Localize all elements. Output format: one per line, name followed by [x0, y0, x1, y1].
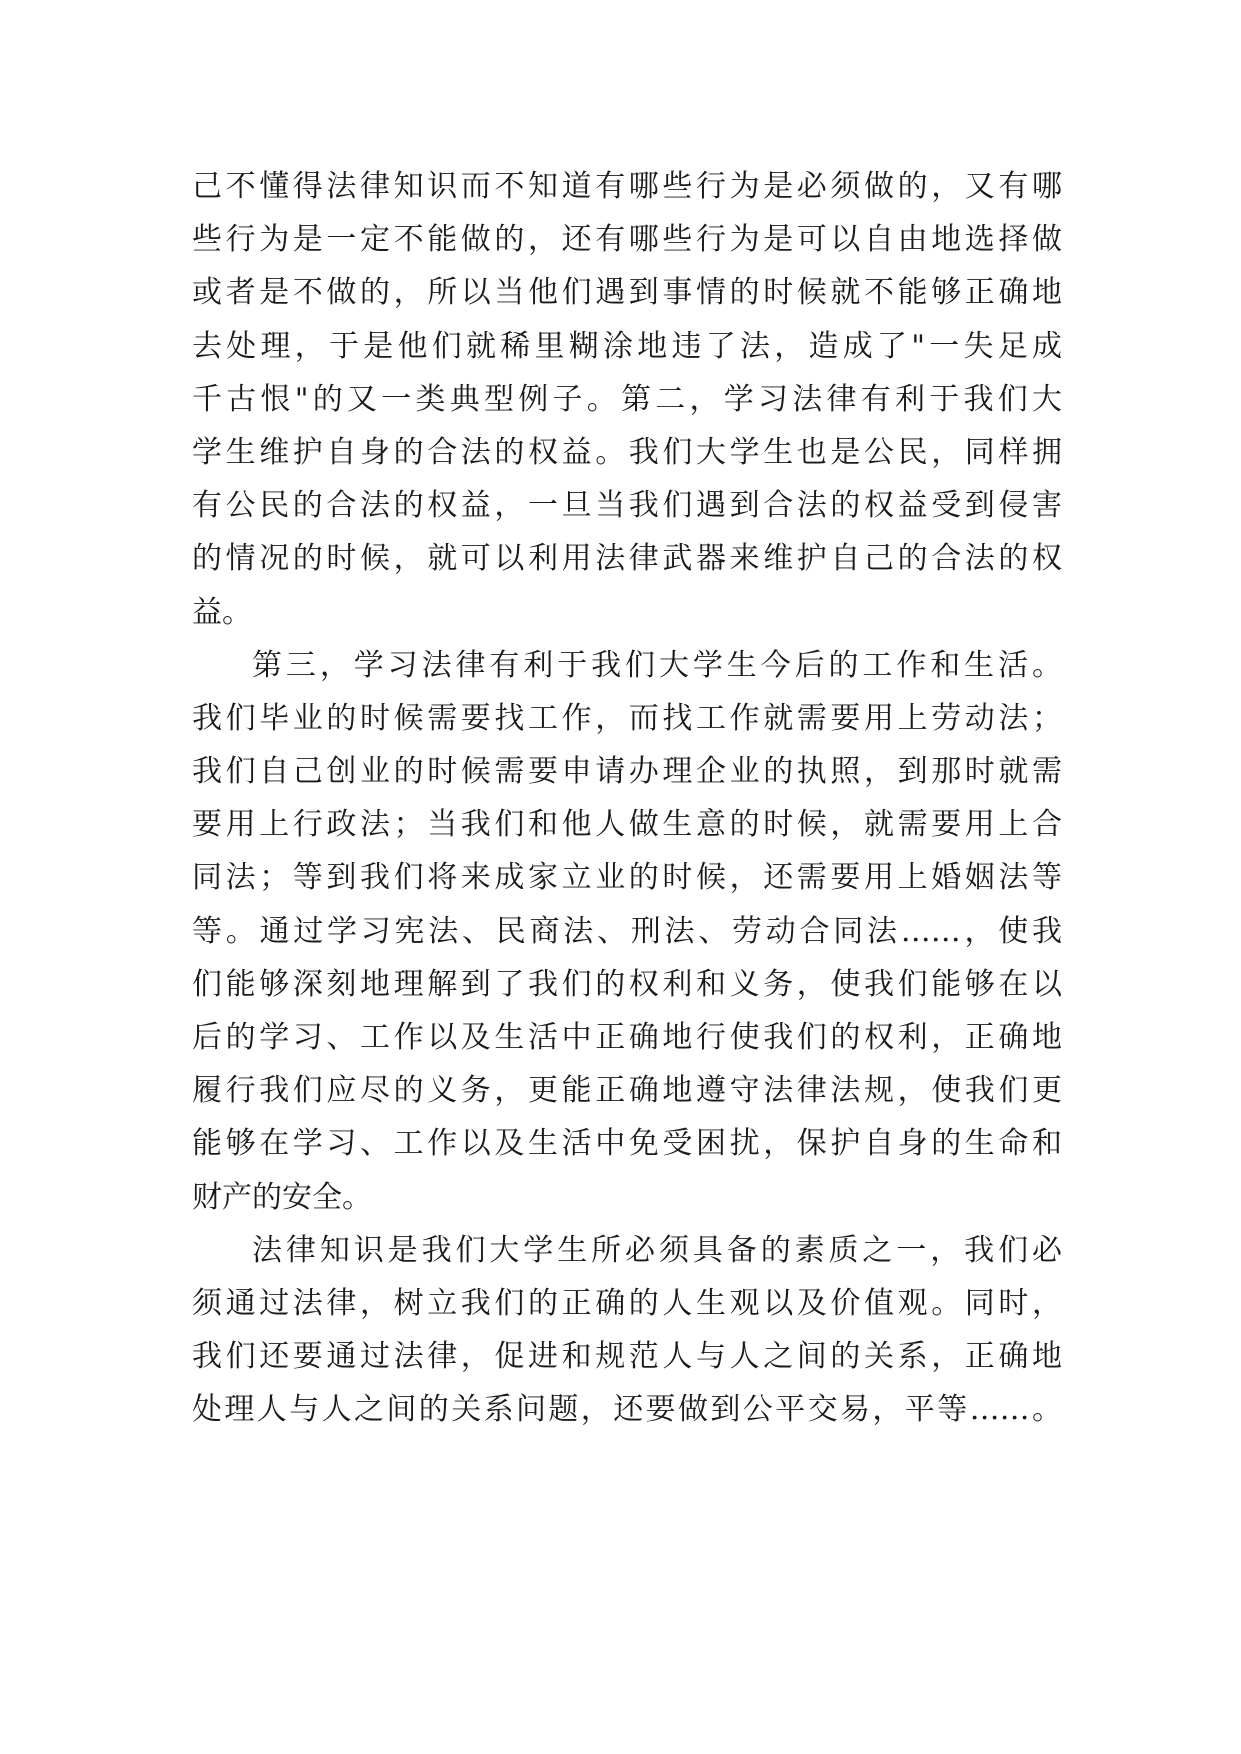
text-line: 处理人与人之间的关系问题，还要做到公平交易，平等……。 — [192, 1392, 1062, 1428]
text-line: 千古恨"的又一类典型例子。第二，学习法律有利于我们大 — [192, 381, 1062, 417]
text-line: 己不懂得法律知识而不知道有哪些行为是必须做的，又有哪 — [192, 169, 1062, 204]
text-line: 我们还要通过法律，促进和规范人与人之间的关系，正确地 — [192, 1339, 1062, 1375]
text-line: 的情况的时候，就可以利用法律武器来维护自己的合法的权 — [192, 541, 1062, 577]
text-line: 益。 — [192, 594, 252, 630]
text-line: 学生维护自身的合法的权益。我们大学生也是公民，同样拥 — [192, 434, 1062, 470]
text-line: 们能够深刻地理解到了我们的权利和义务，使我们能够在以 — [192, 966, 1062, 1002]
text-line: 须通过法律，树立我们的正确的人生观以及价值观。同时， — [192, 1285, 1062, 1321]
text-line: 履行我们应尽的义务，更能正确地遵守法律法规，使我们更 — [192, 1073, 1062, 1109]
text-line: 要用上行政法；当我们和他人做生意的时候，就需要用上合 — [192, 807, 1062, 843]
text-line: 等。通过学习宪法、民商法、刑法、劳动合同法……，使我 — [192, 913, 1062, 949]
text-line: 或者是不做的，所以当他们遇到事情的时候就不能够正确地 — [192, 275, 1062, 311]
text-line: 第三，学习法律有利于我们大学生今后的工作和生活。 — [252, 647, 1062, 683]
text-line: 后的学习、工作以及生活中正确地行使我们的权利，正确地 — [192, 1020, 1062, 1055]
text-line: 同法；等到我们将来成家立业的时候，还需要用上婚姻法等 — [192, 860, 1062, 896]
text-line: 法律知识是我们大学生所必须具备的素质之一，我们必 — [252, 1232, 1062, 1268]
text-line: 有公民的合法的权益，一旦当我们遇到合法的权益受到侵害 — [192, 488, 1062, 524]
text-line: 我们自己创业的时候需要申请办理企业的执照，到那时就需 — [192, 754, 1062, 790]
text-line: 去处理，于是他们就稀里糊涂地违了法，造成了"一失足成 — [192, 328, 1062, 364]
text-line: 财产的安全。 — [192, 1179, 372, 1215]
body-text — [192, 160, 1062, 1437]
text-line: 能够在学习、工作以及生活中免受困扰，保护自身的生命和 — [192, 1126, 1062, 1162]
text-line: 我们毕业的时候需要找工作，而找工作就需要用上劳动法； — [192, 700, 1062, 736]
text-line: 些行为是一定不能做的，还有哪些行为是可以自由地选择做 — [192, 222, 1062, 258]
